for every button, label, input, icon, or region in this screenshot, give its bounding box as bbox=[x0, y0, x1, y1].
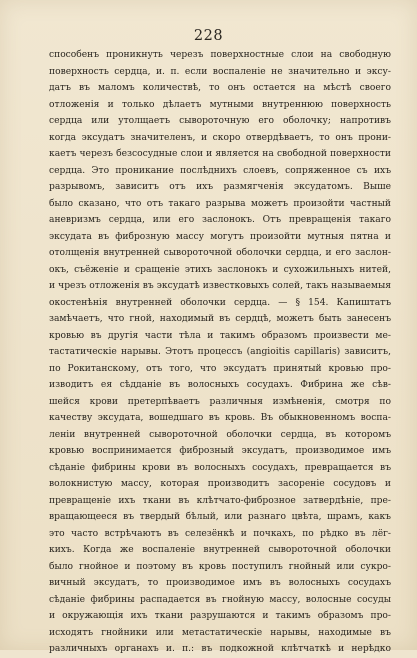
text-line: волокнистую массу, которая производитъ засореніе сосудовъ и bbox=[49, 479, 391, 489]
text-line: окъ, съёженіе и сращеніе этихъ заслонокъ и сухожильныхъ нитей, bbox=[49, 264, 391, 275]
text-line: и чрезъ отложенія въ эксудатѣ известковыхъ солей, такъ называемыя bbox=[49, 281, 391, 291]
text-line: вращающееся въ твердый бѣлый, или разнаго цвѣта, шрамъ, какъ bbox=[49, 512, 391, 522]
text-line: превращеніе ихъ ткани въ клѣтчато-фиброзное затвердѣніе, пре- bbox=[49, 495, 391, 506]
text-line: качеству эксудата, вошедшаго въ кровь. Въ обыкновенномъ воспа- bbox=[49, 413, 391, 423]
text-line: сѣданіе фибрины крови въ волосныхъ сосудахъ, превращается въ bbox=[49, 462, 391, 473]
text-line: окостенѣнія внутренней оболочки сердца. — § 154. Капиштатъ bbox=[49, 297, 391, 308]
text-line: сердца. Это проникание послѣднихъ слоевъ, сопряженное съ ихъ bbox=[49, 165, 391, 176]
text-line: способенъ проникнуть черезъ поверхностные слои на свободную bbox=[49, 50, 391, 60]
text-line: кровью воспринимается фиброзный эксудатъ, производимое имъ bbox=[49, 446, 391, 456]
text-line: замѣчаетъ, что гной, находимый въ сердцѣ, можетъ быть занесенъ bbox=[49, 314, 391, 324]
text-line: было гнойное и поэтому въ кровь поступилъ гнойный или сукро- bbox=[49, 561, 391, 572]
text-line: это часто встрѣчаютъ въ селезёнкѣ и почкахъ, по рѣдко въ лёг- bbox=[49, 528, 391, 539]
text-line: вичный эксудатъ, то производимое имъ въ волосныхъ сосудахъ bbox=[49, 578, 391, 588]
text-line: датъ въ маломъ количествѣ, то онъ остается на мѣстѣ своего bbox=[49, 83, 391, 93]
text-line: эксудата въ фиброзную массу могутъ произойти мутныя пятна и bbox=[49, 231, 391, 242]
text-line: отложенія и только дѣлаетъ мутными внутреннюю поверхность bbox=[49, 99, 391, 110]
text-line: сердца или утолщаетъ сывороточную его оболочку; напротивъ bbox=[49, 116, 391, 126]
text-line: кровью въ другія части тѣла и такимъ образомъ произвести ме- bbox=[49, 330, 391, 341]
text-line: разрывомъ, зависитъ отъ ихъ размягченія эксудатомъ. Выше bbox=[49, 182, 391, 192]
text-line: аневризмъ сердца, или его заслонокъ. Отъ превращенія такаго bbox=[49, 215, 391, 225]
text-line: кихъ. Когда же воспаленіе внутренней сывороточной оболочки bbox=[49, 545, 391, 555]
text-line: по Рокитанскому, отъ того, что эксудатъ принятый кровью про- bbox=[49, 363, 391, 374]
text-line: различныхъ органахъ и. п.: въ подкожной клѣтчаткѣ и нерѣдко bbox=[49, 644, 391, 654]
text-line: леніи внутренней сывороточной оболочки сердца, въ которомъ bbox=[49, 429, 391, 440]
text-line: каетъ черезъ безсосудные слои и является на свободной поверхности bbox=[49, 149, 391, 159]
text-line: и окружающія ихъ ткани разрушаются и такимъ образомъ про- bbox=[49, 611, 391, 621]
text-line: отолщенія внутренней сывороточной оболочки сердца, и его заслон- bbox=[49, 248, 391, 258]
text-line: поверхность сердца, и. п. если воспаленіе не значительно и эксу- bbox=[49, 66, 391, 77]
text-line: тастатическіе нарывы. Этотъ процессъ (angioitis capillaris) зависитъ, bbox=[49, 347, 391, 357]
text-line: шейся крови претерпѣваетъ различныя измѣненія, смотря по bbox=[49, 396, 391, 407]
text-line: изводитъ ея сѣдданіе въ волосныхъ сосудахъ. Фибрина же сѣв- bbox=[49, 380, 391, 390]
body-text bbox=[49, 47, 391, 658]
text-line: было сказано, что отъ такаго разрыва можетъ произойти частный bbox=[49, 198, 391, 209]
page-number: 228 bbox=[193, 28, 224, 44]
text-line: когда эксудатъ значителенъ, и скоро отвердѣваетъ, то онъ прони- bbox=[49, 132, 391, 143]
text-line: сѣданіе фибрины распадается въ гнойную массу, волосные сосуды bbox=[49, 594, 391, 605]
text-line: исходятъ гнойники или метастатическіе нарывы, находимые въ bbox=[49, 627, 391, 638]
